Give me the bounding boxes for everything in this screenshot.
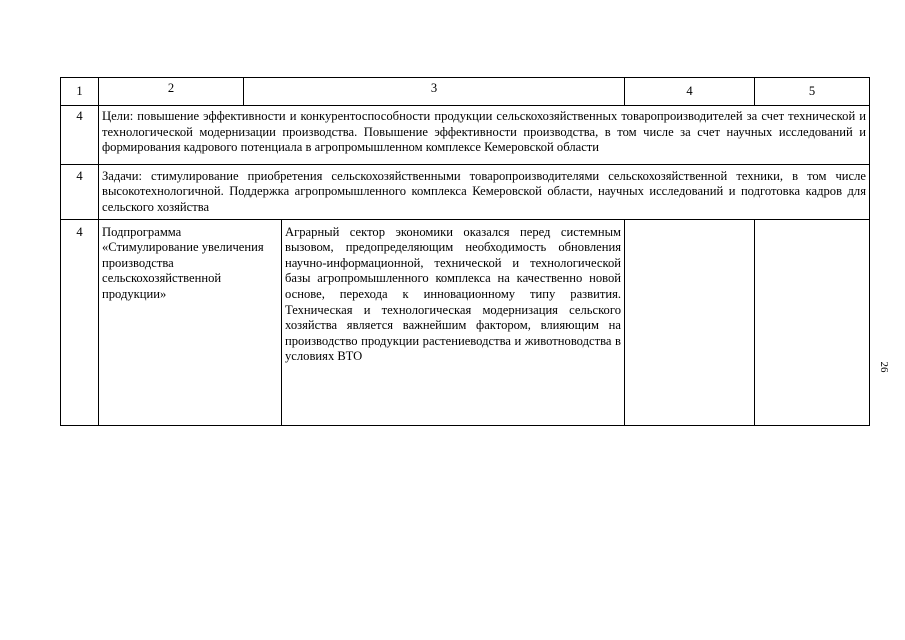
subprogram-row [61, 219, 870, 425]
row-number: 4 [61, 219, 99, 425]
header-cell: 1 [61, 78, 99, 106]
row-number: 4 [61, 164, 99, 219]
subprogram-description: Аграрный сектор экономики оказался перед системным вызовом, предопределяющим необходимость обновления научно-информационной, технической и технологической базы агропромышленного комплекса на качественно новой основе, перехода к инновационному типу развития. Техническая и технологическая модернизация сельского хозяйства является важнейшим фактором, влияющим на производство продукции растениеводства и животноводства в условиях ВТО [282, 219, 625, 425]
table-header-row [61, 78, 870, 106]
program-table [60, 77, 870, 426]
header-cell: 5 [755, 78, 870, 106]
subprogram-col5 [755, 219, 870, 425]
header-cell-3: 3 [243, 78, 624, 105]
header-cell-2: 2 [167, 81, 175, 95]
goals-row [61, 106, 870, 165]
goals-text: Цели: повышение эффективности и конкурентоспособности продукции сельскохозяйственных товаропроизводителей за счет технической и технологической модернизации производства. Повышение эффективности производства, в том числе за счет научных исследований и формирования кадрового потенциала в агропромышленном комплексе Кемеровской области [99, 106, 870, 165]
tasks-row [61, 164, 870, 219]
subprogram-col4 [625, 219, 755, 425]
subprogram-name: Подпрограмма «Стимулирование увеличения производства сельскохозяйственной продукции» [99, 219, 282, 425]
header-cell [99, 78, 625, 106]
tasks-text: Задачи: стимулирование приобретения сельскохозяйственными товаропроизводителями сельскохозяйственной техники, в том числе высокотехнологичной. Поддержка агропромышленного комплекса Кемеровской области, научных исследований и подготовка кадров для сельского хозяйства [99, 164, 870, 219]
header-cell: 4 [625, 78, 755, 106]
page-number: 26 [878, 361, 890, 373]
row-number: 4 [61, 106, 99, 165]
